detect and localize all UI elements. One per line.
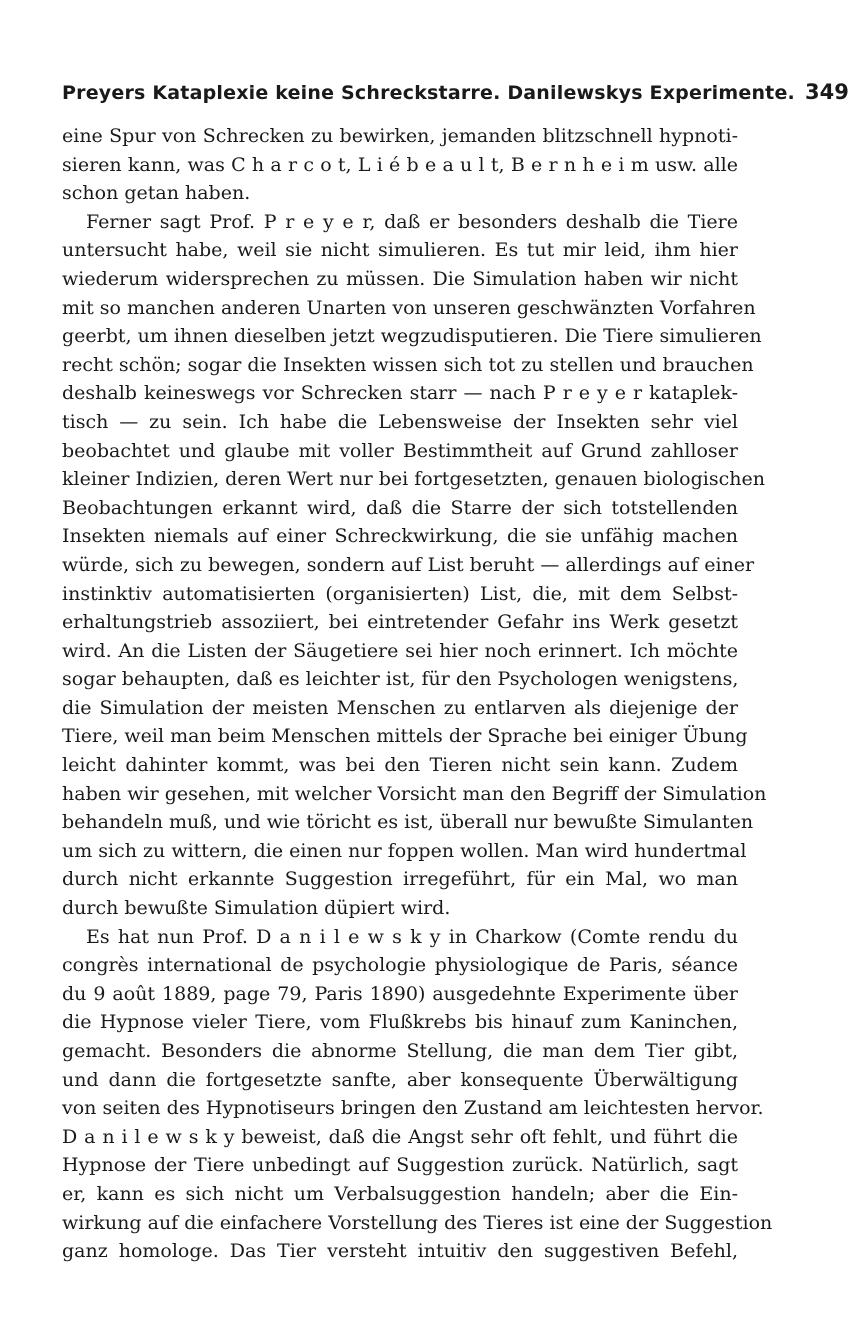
running-title: Preyers Kataplexie keine Schreckstarre. Danilewskys Experimente. xyxy=(62,82,795,104)
text-line: sogar behaupten, daß es leichter ist, für den Psychologen wenigstens, xyxy=(62,668,739,691)
text-line: untersucht habe, weil sie nicht simulieren. Es tut mir leid, ihm hier xyxy=(62,239,738,262)
text-line: mit so manchen anderen Unarten von unseren geschwänzten Vorfahren xyxy=(62,296,756,319)
text-line: Tiere, weil man beim Menschen mittels der Sprache bei einiger Übung xyxy=(62,725,748,748)
text-line: Es hat nun Prof. D a n i l e w s k y in Charkow (Comte rendu du xyxy=(86,925,738,948)
text-line: D a n i l e w s k y beweist, daß die Angst sehr oft fehlt, und führt die xyxy=(62,1125,738,1148)
text-line: wird. An die Listen der Säugetiere sei hier noch erinnert. Ich möchte xyxy=(62,639,738,662)
body-text xyxy=(62,122,773,1266)
text-line: congrès international de psychologie physiologique de Paris, séance xyxy=(62,954,738,977)
text-line: durch bewußte Simulation düpiert wird. xyxy=(62,897,451,920)
text-line: deshalb keineswegs vor Schrecken starr — nach P r e y e r kataplek- xyxy=(62,382,738,405)
text-line: wirkung auf die einfachere Vorstellung des Tieres ist eine der Suggestion xyxy=(62,1211,773,1234)
text-line: recht schön; sogar die Insekten wissen sich tot zu stellen und brauchen xyxy=(62,353,754,376)
text-line: gemacht. Besonders die abnorme Stellung, die man dem Tier gibt, xyxy=(62,1040,738,1062)
text-line: haben wir gesehen, mit welcher Vorsicht man den Begriff der Simulation xyxy=(62,782,767,805)
text-line: leicht dahinter kommt, was bei den Tieren nicht sein kann. Zudem xyxy=(62,754,738,777)
text-line: tisch — zu sein. Ich habe die Lebensweise der Insekten sehr viel xyxy=(62,410,738,433)
text-line: instinktiv automatisierten (organisierten) List, die, mit dem Selbst- xyxy=(62,582,738,605)
text-line: durch nicht erkannte Suggestion irregeführt, für ein Mal, wo man xyxy=(62,868,738,891)
text-line: würde, sich zu bewegen, sondern auf List beruht — allerdings auf einer xyxy=(62,553,755,576)
text-line: Insekten niemals auf einer Schreckwirkung, die sie unfähig machen xyxy=(62,525,738,548)
text-line: geerbt, um ihnen dieselben jetzt wegzudisputieren. Die Tiere simulieren xyxy=(62,325,762,348)
text-line: Ferner sagt Prof. P r e y e r, daß er besonders deshalb die Tiere xyxy=(86,210,738,233)
text-line: die Hypnose vieler Tiere, vom Flußkrebs bis hinauf zum Kaninchen, xyxy=(62,1011,738,1034)
page-number: 349 xyxy=(804,80,849,104)
text-line: du 9 août 1889, page 79, Paris 1890) ausgedehnte Experimente über xyxy=(62,982,738,1005)
running-head xyxy=(62,80,849,112)
text-line: wiederum widersprechen zu müssen. Die Simulation haben wir nicht xyxy=(62,267,738,290)
text-line: behandeln muß, und wie töricht es ist, überall nur bewußte Simulanten xyxy=(62,811,754,834)
text-line: und dann die fortgesetzte sanfte, aber konsequente Überwältigung xyxy=(62,1068,738,1091)
text-line: sieren kann, was C h a r c o t, L i é b e a u l t, B e r n h e i m usw. alle xyxy=(62,153,738,176)
text-line: beobachtet und glaube mit voller Bestimmtheit auf Grund zahlloser xyxy=(62,439,738,462)
text-line: eine Spur von Schrecken zu bewirken, jemanden blitzschnell hypnoti- xyxy=(62,125,738,147)
text-line: Beobachtungen erkannt wird, daß die Starre der sich totstellenden xyxy=(62,496,738,519)
text-line: um sich zu wittern, die einen nur foppen wollen. Man wird hundertmal xyxy=(62,839,747,862)
text-line: er, kann es sich nicht um Verbalsuggestion handeln; aber die Ein- xyxy=(62,1182,738,1205)
text-line: von seiten des Hypnotiseurs bringen den Zustand am leichtesten hervor. xyxy=(62,1097,764,1120)
text-line: schon getan haben. xyxy=(62,182,251,205)
text-line: ganz homologe. Das Tier versteht intuitiv den suggestiven Befehl, xyxy=(62,1240,738,1263)
text-line: Hypnose der Tiere unbedingt auf Suggestion zurück. Natürlich, sagt xyxy=(62,1154,738,1177)
text-line: kleiner Indizien, deren Wert nur bei fortgesetzten, genauen biologischen xyxy=(62,468,765,491)
text-line: die Simulation der meisten Menschen zu entlarven als diejenige der xyxy=(62,696,738,719)
text-line: erhaltungstrieb assoziiert, bei eintretender Gefahr ins Werk gesetzt xyxy=(62,611,738,634)
